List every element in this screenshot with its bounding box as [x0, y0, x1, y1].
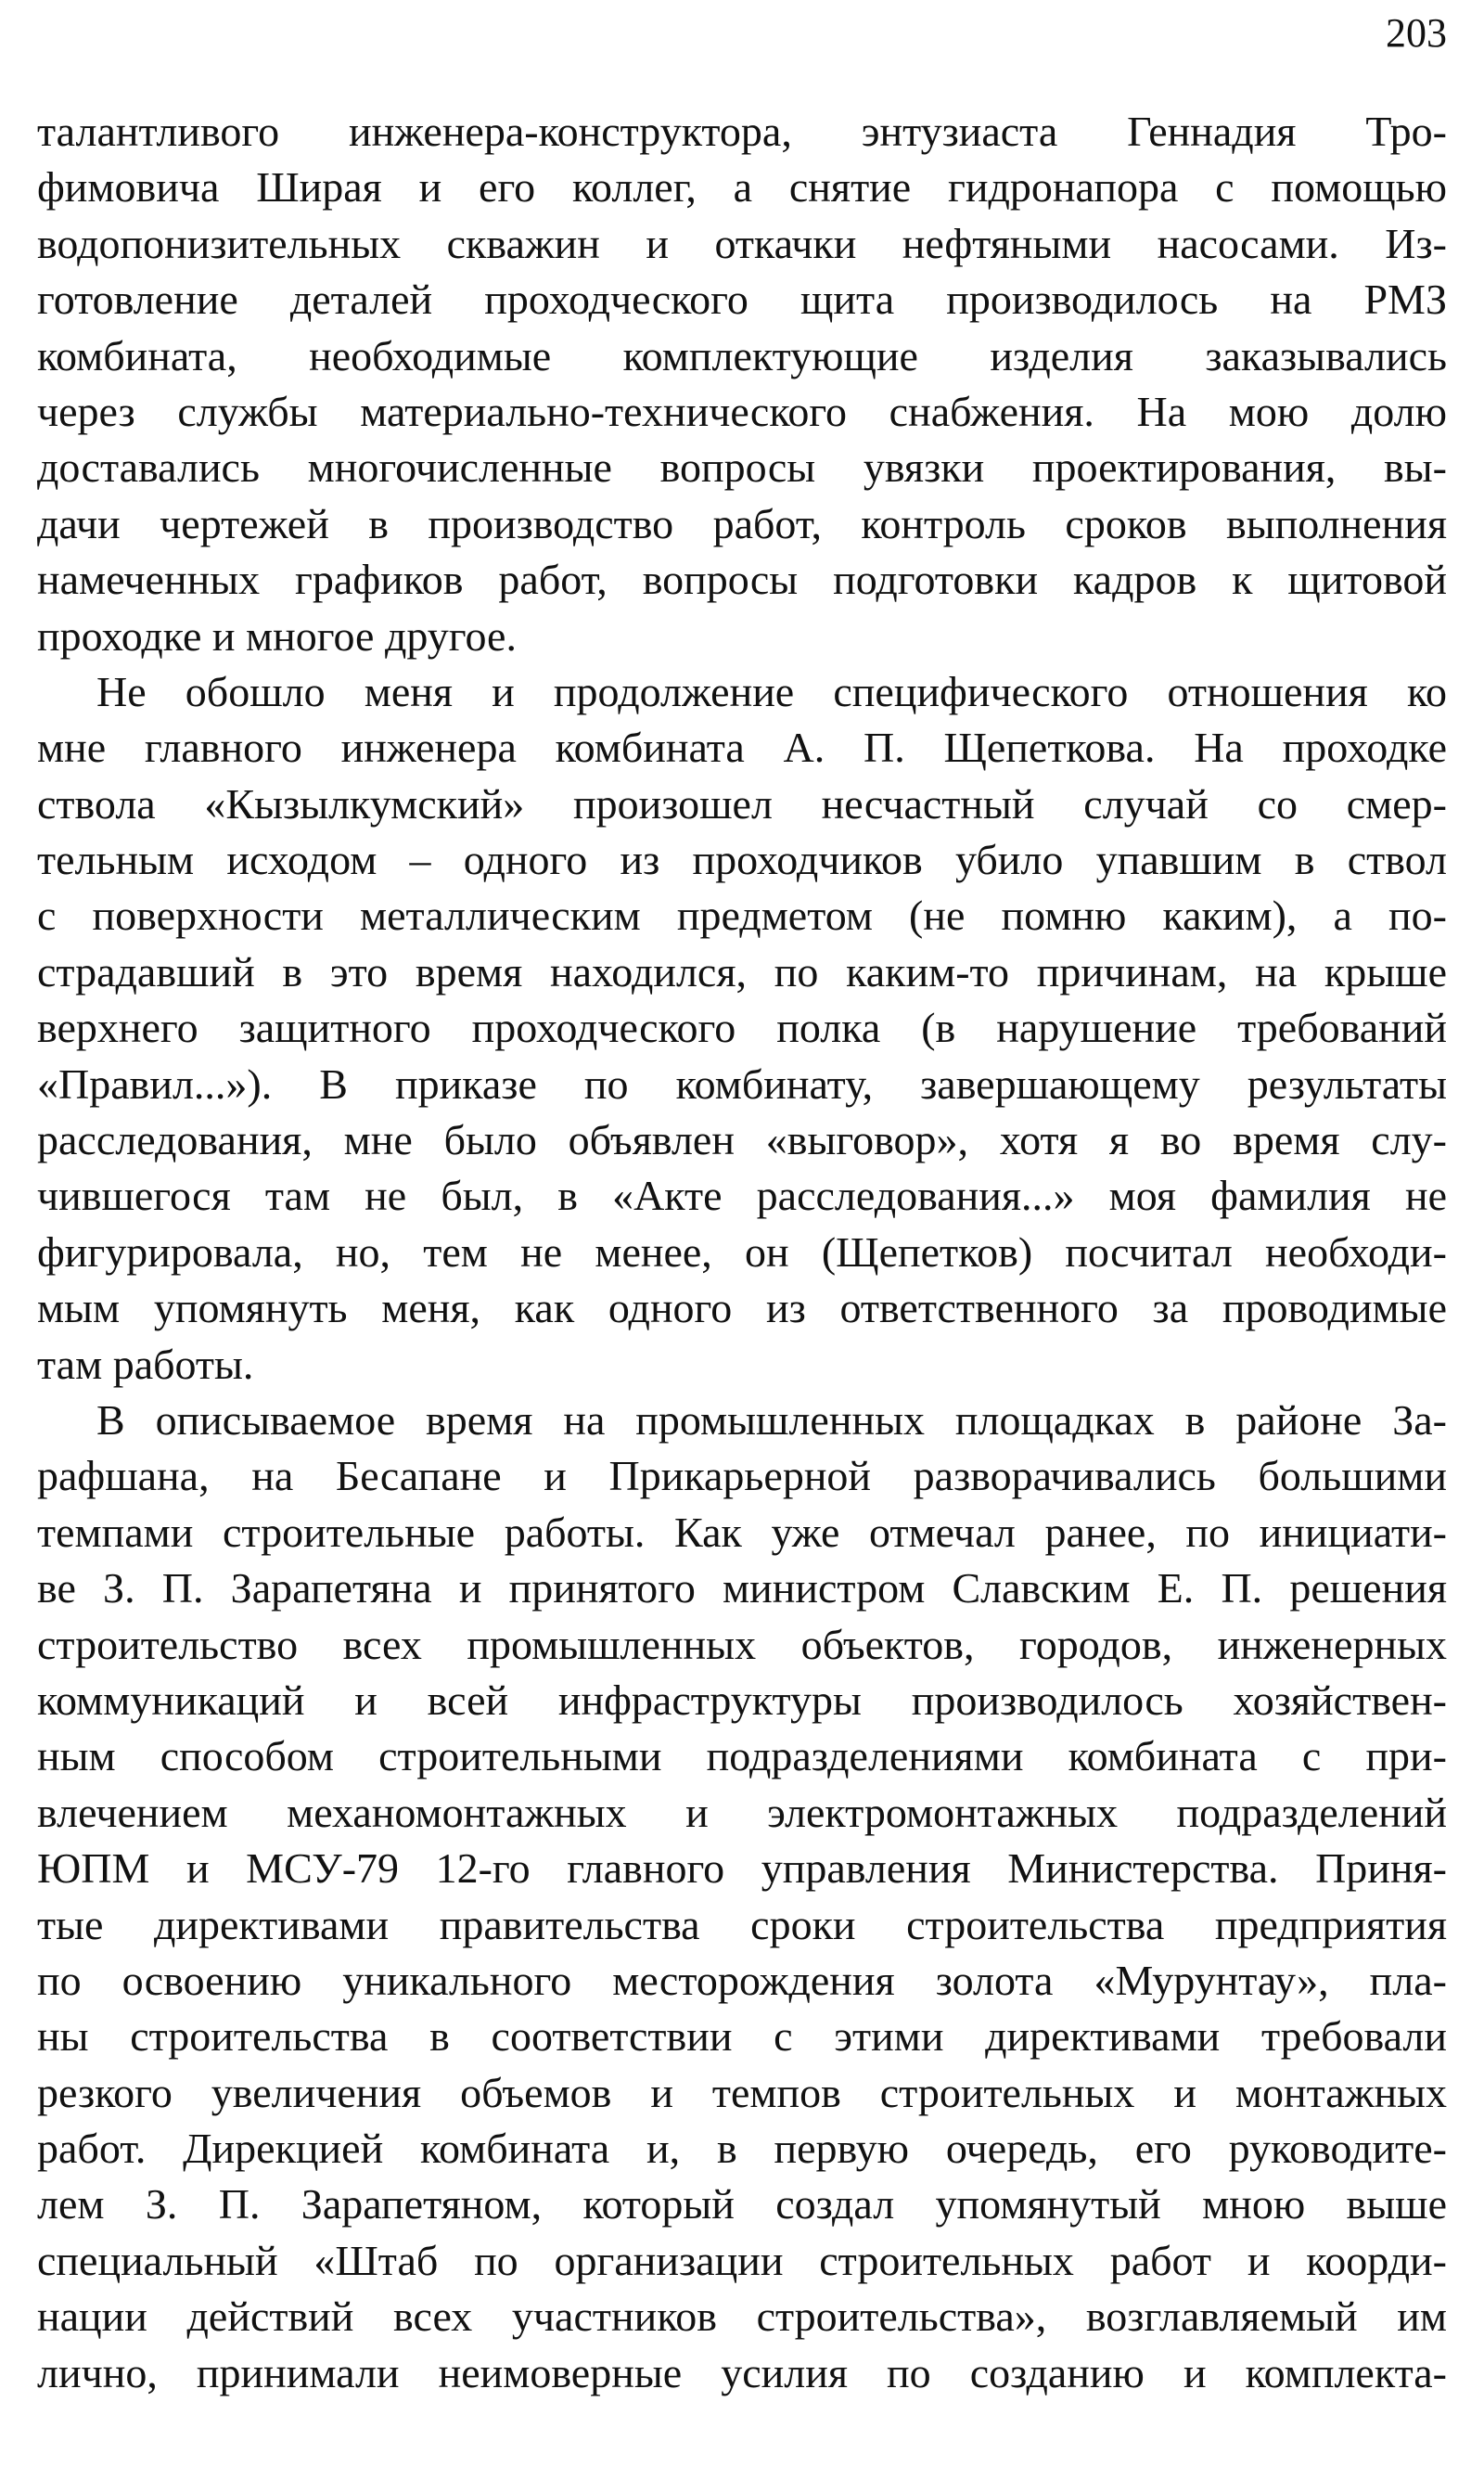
text-line: лично, принимали неимоверные усилия по созданию и комплекта- — [37, 2348, 1447, 2396]
text-line: строительство всех промышленных объектов, городов, инженерных — [37, 1620, 1447, 1668]
text-line: там работы. — [37, 1340, 254, 1388]
text-line: комбината, необходимые комплектующие изделия заказывались — [37, 331, 1447, 379]
text-line: темпами строительные работы. Как уже отмечал ранее, по инициати- — [37, 1508, 1447, 1556]
text-line: дачи чертежей в производство работ, контроль сроков выполнения — [37, 499, 1447, 547]
text-line: коммуникаций и всей инфраструктуры производилось хозяйствен- — [37, 1676, 1447, 1724]
text-line: водопонизительных скважин и откачки нефтяными насосами. Из- — [37, 219, 1447, 267]
text-line: мым упомянуть меня, как одного из ответственного за проводимые — [37, 1284, 1447, 1332]
text-line: нации действий всех участников строительства», возглавляемый им — [37, 2293, 1447, 2341]
body-text — [37, 104, 1447, 2401]
text-line: фигурировала, но, тем не менее, он (Щепетков) посчитал необходи- — [37, 1227, 1447, 1276]
text-line: «Правил...»). В приказе по комбинату, завершающему результаты — [37, 1060, 1447, 1108]
paragraph-2 — [37, 664, 1447, 1393]
text-line: рафшана, на Бесапане и Прикарьерной разворачивались большими — [37, 1452, 1447, 1500]
paragraph-3 — [37, 1393, 1447, 2401]
text-line: страдавший в это время находился, по каким-то причинам, на крыше — [37, 947, 1447, 995]
text-line: мне главного инженера комбината А. П. Щепеткова. На проходке — [37, 724, 1447, 772]
text-line: талантливого инженера-конструктора, энтузиаста Геннадия Тро- — [37, 108, 1447, 155]
text-line: влечением механомонтажных и электромонтажных подразделений — [37, 1788, 1447, 1836]
page-number: 203 — [1386, 10, 1447, 56]
text-line: ным способом строительными подразделениями комбината с при- — [37, 1732, 1447, 1780]
text-line: ствола «Кызылкумский» произошел несчастный случай со смер- — [37, 779, 1447, 828]
text-line: ны строительства в соответствии с этими директивами требовали — [37, 2012, 1447, 2061]
text-line: намеченных графиков работ, вопросы подготовки кадров к щитовой — [37, 556, 1447, 604]
paragraph-1 — [37, 104, 1447, 664]
text-line: проходке и многое другое. — [37, 611, 517, 660]
text-line: резкого увеличения объемов и темпов строительных и монтажных — [37, 2068, 1447, 2116]
text-line: В описываемое время на промышленных площадках в районе За- — [96, 1395, 1447, 1444]
text-line: ЮПМ и МСУ-79 12-го главного управления Министерства. Приня- — [37, 1844, 1447, 1893]
text-line: расследования, мне было объявлен «выговор», хотя я во время слу- — [37, 1116, 1447, 1164]
text-line: доставались многочисленные вопросы увязки проектирования, вы- — [37, 443, 1447, 492]
text-line: тые директивами правительства сроки строительства предприятия — [37, 1900, 1447, 1948]
text-line: фимовича Ширая и его коллег, а снятие гидронапора с помощью — [37, 163, 1447, 212]
text-line: ве З. П. Зарапетяна и принятого министром Славским Е. П. решения — [37, 1564, 1447, 1612]
text-line: готовление деталей проходческого щита производилось на РМЗ — [37, 276, 1447, 324]
text-line: верхнего защитного проходческого полка (в нарушение требований — [37, 1004, 1447, 1052]
text-line: чившегося там не был, в «Акте расследования...» моя фамилия не — [37, 1172, 1447, 1220]
text-line: работ. Дирекцией комбината и, в первую очередь, его руководите- — [37, 2125, 1447, 2173]
text-line: Не обошло меня и продолжение специфического отношения ко — [96, 667, 1447, 715]
text-line: с поверхности металлическим предметом (не помню каким), а по- — [37, 892, 1447, 940]
text-line: тельным исходом – одного из проходчиков убило упавшим в ствол — [37, 836, 1447, 884]
text-line: через службы материально-технического снабжения. На мою долю — [37, 387, 1447, 435]
text-line: лем З. П. Зарапетяном, который создал упомянутый мною выше — [37, 2180, 1447, 2228]
text-line: специальный «Штаб по организации строительных работ и коорди- — [37, 2236, 1447, 2284]
text-line: по освоению уникального месторождения золота «Мурунтау», пла- — [37, 1956, 1447, 2004]
